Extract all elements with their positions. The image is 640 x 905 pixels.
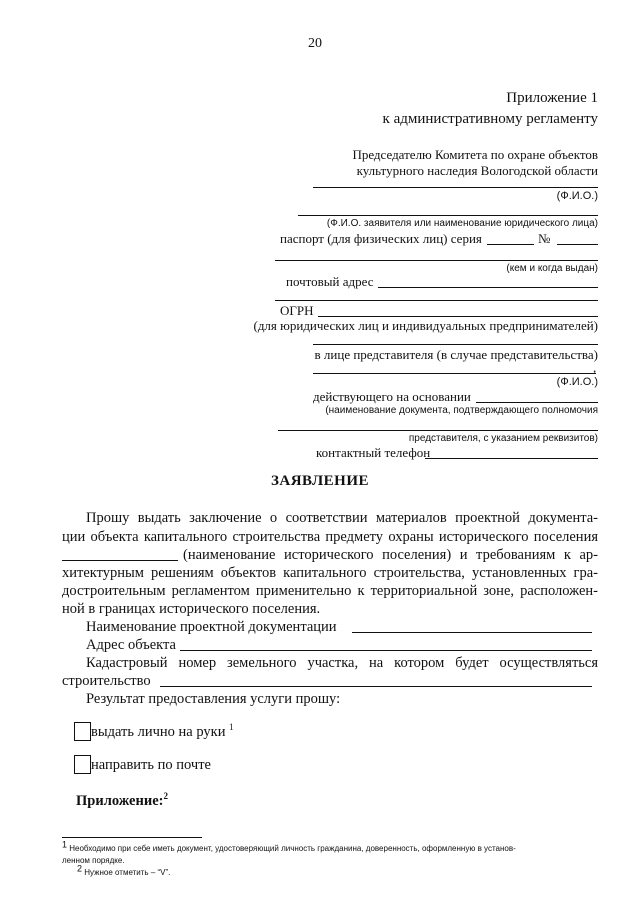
chairman-fio-hint: (Ф.И.О.): [556, 190, 598, 202]
mail-delivery-label: направить по почте: [91, 757, 211, 773]
body-line-2: ции объекта капитального строительства предмету охраны исторического поселения: [62, 529, 598, 545]
body-line-5: достроительным регламентом применительно к территориальной зоне, расположен-: [62, 583, 598, 599]
ogrn-hint: (для юридических лиц и индивидуальных предпринимателей): [253, 318, 598, 333]
regulation-label: к административному регламенту: [382, 111, 598, 127]
rep-fio-hint: (Ф.И.О.): [556, 376, 598, 388]
addressee-line-1: Председателю Комитета по охране объектов: [352, 147, 598, 162]
basis-label: действующего на основании: [313, 389, 471, 404]
settlement-name-field[interactable]: [62, 560, 178, 561]
footnote-ref-2: 2: [163, 791, 168, 802]
ogrn-label: ОГРН: [280, 303, 314, 318]
applicant-line[interactable]: [298, 215, 598, 216]
footnote-2: [77, 863, 171, 877]
appendix-label: Приложение 1: [506, 90, 598, 106]
postal-address-label: почтовый адрес: [286, 274, 374, 289]
project-name-label: Наименование проектной документации: [86, 619, 337, 635]
footnote-separator: [62, 837, 202, 838]
hand-delivery-checkbox[interactable]: [74, 722, 91, 741]
footnote-2-mark: 2: [77, 863, 83, 874]
basis-field[interactable]: [476, 402, 598, 403]
issued-hint: (кем и когда выдан): [506, 263, 598, 274]
footnote-1-continued: ленном порядке.: [62, 856, 125, 865]
result-label: Результат предоставления услуги прошу:: [86, 691, 341, 707]
number-sign: №: [538, 231, 551, 246]
cadastral-number-field[interactable]: [160, 686, 592, 687]
passport-number-field[interactable]: [557, 244, 598, 245]
page-number: 20: [308, 36, 322, 51]
representative-fio-field[interactable]: [313, 373, 596, 374]
footnote-2-text: Нужное отметить – “V”.: [84, 868, 171, 877]
basis-line-2[interactable]: [278, 430, 598, 431]
representative-hint: в лице представителя (в случае представительства): [314, 347, 598, 362]
mail-delivery-checkbox[interactable]: [74, 755, 91, 774]
body-line-3: (наименование исторического поселения) и требованиям к ар-: [183, 547, 598, 563]
chairman-fio-line[interactable]: [313, 187, 598, 188]
phone-field[interactable]: [425, 458, 598, 459]
addressee-line-2: культурного наследия Вологодской области: [356, 163, 598, 178]
ogrn-field[interactable]: [318, 316, 598, 317]
postal-address-field[interactable]: [378, 287, 598, 288]
basis-hint: (наименование документа, подтверждающего полномочия: [325, 405, 598, 416]
body-line-4: хитектурным решениям объектов капитального строительства, установленных гра-: [62, 565, 598, 581]
comma: ,: [593, 360, 597, 375]
footnote-ref-1: 1: [229, 722, 234, 733]
document-title: ЗАЯВЛЕНИЕ: [270, 473, 370, 489]
attachment-label: Приложение:: [76, 793, 164, 809]
object-address-label: Адрес объекта: [86, 637, 176, 653]
hand-delivery-label: выдать лично на руки: [91, 724, 226, 740]
basis-hint-2: представителя, с указанием реквизитов): [408, 433, 598, 444]
postal-address-line-2[interactable]: [275, 300, 598, 301]
footnote-1-mark: 1: [62, 839, 68, 850]
passport-series-field[interactable]: [487, 244, 534, 245]
hand-delivery-option: [91, 724, 234, 741]
footnote-1-text: Необходимо при себе иметь документ, удостоверяющий личность гражданина, доверенность, оформленную в установ-: [69, 844, 516, 853]
body-line-6: ной в границах исторического поселения.: [62, 601, 321, 617]
phone-label: контактный телефон: [316, 445, 431, 460]
footnote-1: [62, 839, 516, 853]
object-address-field[interactable]: [180, 650, 592, 651]
applicant-hint: (Ф.И.О. заявителя или наименование юридического лица): [326, 218, 598, 229]
passport-label: паспорт (для физических лиц) серия: [280, 231, 482, 246]
attachment-heading: [76, 793, 168, 810]
cadastral-line-2: строительство: [62, 673, 151, 689]
passport-issued-line[interactable]: [275, 260, 598, 261]
cadastral-line-1: Кадастровый номер земельного участка, на котором будет осуществляться: [86, 655, 598, 671]
representative-line[interactable]: [313, 344, 598, 345]
project-name-field[interactable]: [352, 632, 592, 633]
body-line-1: Прошу выдать заключение о соответствии материалов проектной документа-: [86, 510, 598, 526]
